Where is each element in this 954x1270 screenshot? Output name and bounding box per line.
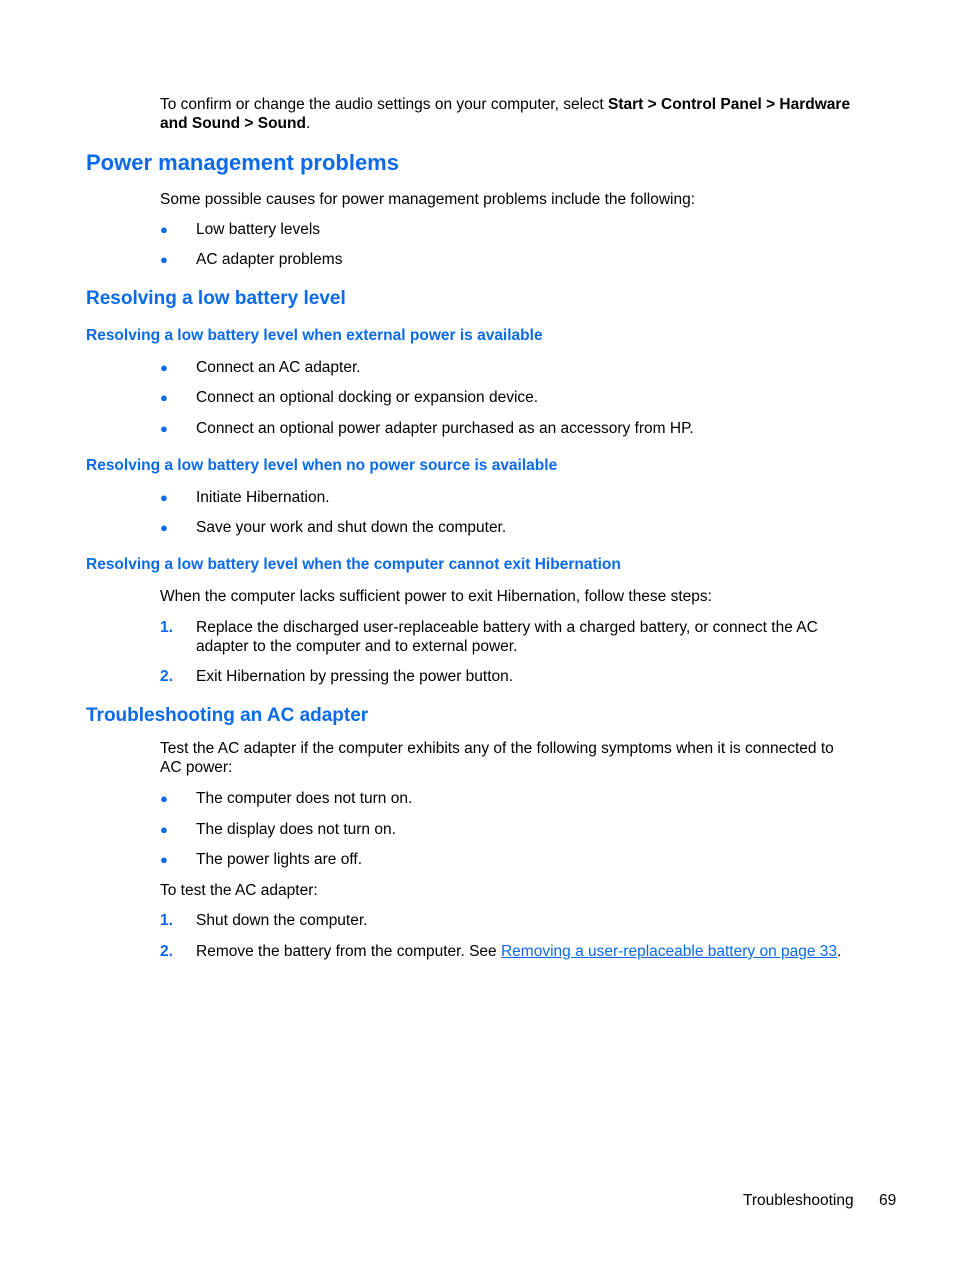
intro-path-part-2: and Sound > Sound — [160, 115, 306, 132]
ac-adapter-intro — [160, 739, 834, 777]
intro-path-part-1: Start > Control Panel > Hardware — [608, 96, 851, 113]
step-text: Shut down the computer. — [196, 912, 368, 929]
list-item-text: The power lights are off. — [196, 851, 362, 868]
external-power-heading: Resolving a low battery level when external power is available — [86, 327, 543, 344]
bullet-icon: ● — [160, 822, 168, 837]
step-number: 2. — [160, 943, 173, 960]
ac-adapter-intro-line: Test the AC adapter if the computer exhibits any of the following symptoms when it is connected to — [160, 740, 834, 757]
list-item-text: AC adapter problems — [196, 251, 343, 268]
step-text-line: Replace the discharged user-replaceable battery with a charged battery, or connect the AC — [196, 619, 818, 636]
list-item-text: Low battery levels — [196, 221, 321, 238]
list-item-text: The display does not turn on. — [196, 821, 396, 838]
list-item-text: Initiate Hibernation. — [196, 489, 330, 506]
step-number: 1. — [160, 619, 173, 636]
test-intro: To test the AC adapter: — [160, 882, 318, 899]
step-text — [196, 618, 818, 656]
bullet-icon: ● — [160, 520, 168, 535]
no-power-source-heading: Resolving a low battery level when no power source is available — [86, 457, 558, 474]
bullet-icon: ● — [160, 390, 168, 405]
step-text-main: Remove the battery from the computer. See — [196, 943, 501, 960]
power-management-heading: Power management problems — [86, 150, 399, 175]
list-item-text: Connect an AC adapter. — [196, 359, 361, 376]
hibernation-heading: Resolving a low battery level when the computer cannot exit Hibernation — [86, 556, 621, 573]
list-item-text: The computer does not turn on. — [196, 790, 413, 807]
ac-adapter-intro-line: AC power: — [160, 759, 233, 776]
bullet-icon: ● — [160, 360, 168, 375]
step-text-line: adapter to the computer and to external power. — [196, 638, 518, 655]
power-intro: Some possible causes for power management problems include the following: — [160, 191, 696, 208]
intro-paragraph — [160, 95, 850, 133]
list-item-text: Connect an optional power adapter purchased as an accessory from HP. — [196, 420, 694, 437]
intro-text: To confirm or change the audio settings on your computer, select — [160, 96, 609, 113]
hibernation-intro: When the computer lacks sufficient power to exit Hibernation, follow these steps: — [160, 588, 712, 605]
list-item-text: Connect an optional docking or expansion device. — [196, 389, 539, 406]
intro-period: . — [305, 115, 311, 132]
bullet-icon: ● — [160, 421, 168, 436]
step-number: 1. — [160, 912, 173, 929]
low-battery-heading: Resolving a low battery level — [86, 288, 346, 309]
bullet-icon: ● — [160, 252, 168, 267]
bullet-icon: ● — [160, 791, 168, 806]
footer-section: Troubleshooting — [743, 1192, 854, 1209]
bullet-icon: ● — [160, 490, 168, 505]
bullet-icon: ● — [160, 852, 168, 867]
step-text — [196, 942, 841, 961]
step-text-period: . — [837, 943, 842, 960]
removing-battery-link[interactable]: Removing a user-replaceable battery on page 33 — [500, 943, 838, 960]
list-item-text: Save your work and shut down the computer. — [196, 519, 507, 536]
step-text: Exit Hibernation by pressing the power button. — [196, 668, 514, 685]
page-number: 69 — [879, 1192, 897, 1209]
ac-adapter-heading: Troubleshooting an AC adapter — [86, 705, 369, 726]
intro-line-1 — [160, 95, 850, 114]
step-number: 2. — [160, 668, 173, 685]
bullet-icon: ● — [160, 222, 168, 237]
intro-line-2 — [160, 114, 850, 133]
